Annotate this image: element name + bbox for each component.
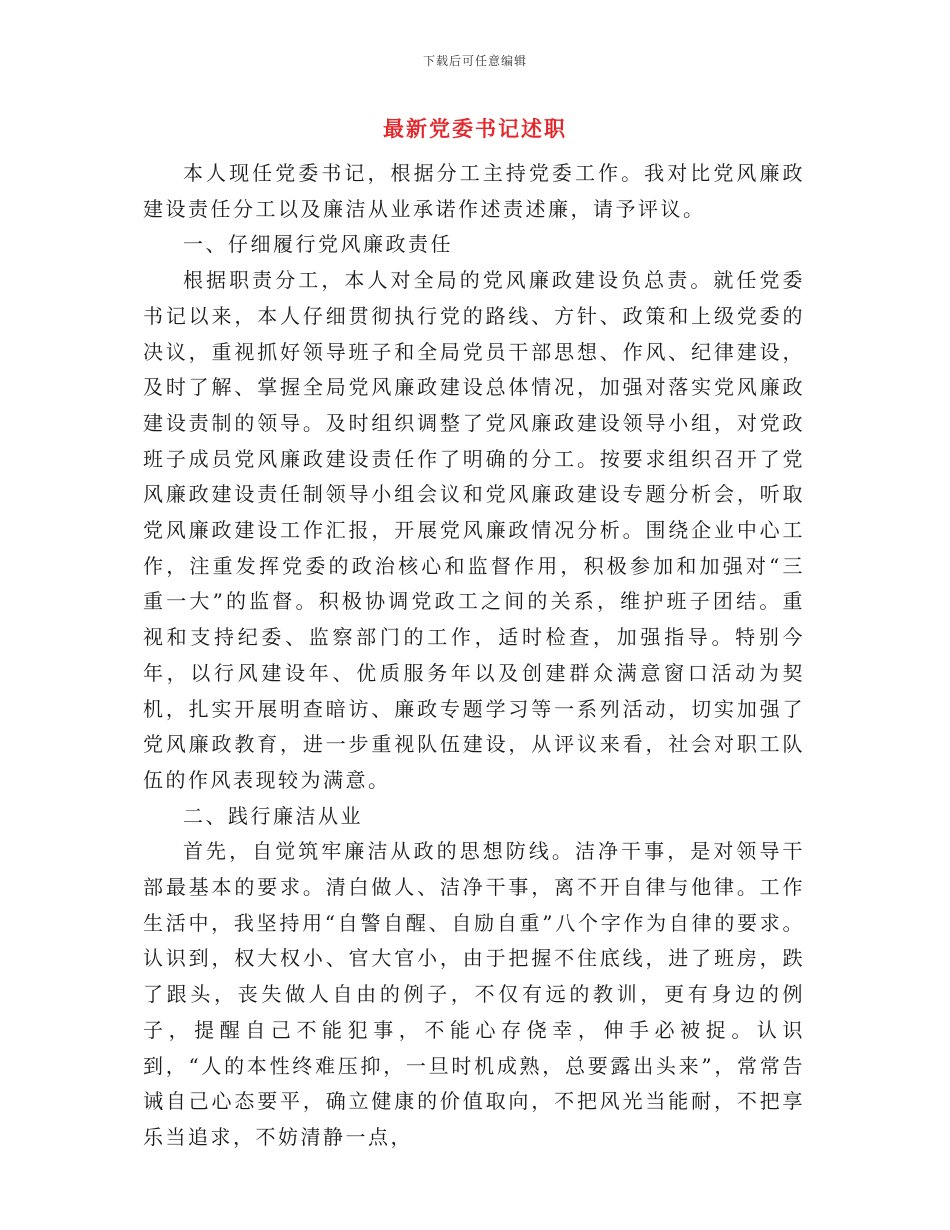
paragraph-section-1: 根据职责分工，本人对全局的党风廉政建设负总责。就任党委书记以来，本人仔细贯彻执行党的路线、方针、政策和上级党委的决议，重视抓好领导班子和全局党员干部思想、作风、纪律建设，及时了解、掌握全局党风廉政建设总体情况，加强对落实党风廉政建设责制的领导。及时组织调整了党风廉政建设领导小组，对党政班子成员党风廉政建设责任作了明确的分工。按要求组织召开了党风廉政建设责任制领导小组会议和党风廉政建设专题分析会，听取党风廉政建设工作汇报，开展党风廉政情况分析。围绕企业中心工作，注重发挥党委的政治核心和监督作用，积极参加和加强对“三重一大”的监督。积极协调党政工之间的关系，维护班子团结。重视和支持纪委、监察部门的工作，适时检查，加强指导。特别今年，以行风建设年、优质服务年以及创建群众满意窗口活动为契机，扎实开展明查暗访、廉政专题学习等一系列活动，切实加强了党风廉政教育，进一步重视队伍建设，从评议来看，社会对职工队伍的作风表现较为满意。 xyxy=(143,268,805,792)
section-heading-1: 一、仔细履行党风廉政责任 xyxy=(183,232,453,257)
document-body xyxy=(143,156,805,1156)
paragraph-intro: 本人现任党委书记，根据分工主持党委工作。我对比党风廉政建设责任分工以及廉洁从业承诺作述责述廉，请予评议。 xyxy=(143,161,805,221)
page-header: 下载后可任意编辑 xyxy=(422,54,527,68)
paragraph-section-2: 首先，自觉筑牢廉洁从政的思想防线。洁净干事，是对领导干部最基本的要求。清白做人、洁净干事，离不开自律与他律。工作生活中，我坚持用“自警自醒、自励自重”八个字作为自律的要求。认识到，权大权小、官大官小，由于把握不住底线，进了班房，跌了跟头，丧失做人自由的例子，不仅有远的教训，更有身边的例子，提醒自己不能犯事，不能心存侥幸，伸手必被捉。认识到，“人的本性终难压抑，一旦时机成熟，总要露出头来”，常常告诫自己心态要平，确立健康的价值取向，不把风光当能耐，不把享乐当追求，不妨清静一点， xyxy=(143,839,805,1149)
section-heading-2: 二、践行廉洁从业 xyxy=(183,803,363,828)
document-title: 最新党委书记述职 xyxy=(383,117,567,141)
